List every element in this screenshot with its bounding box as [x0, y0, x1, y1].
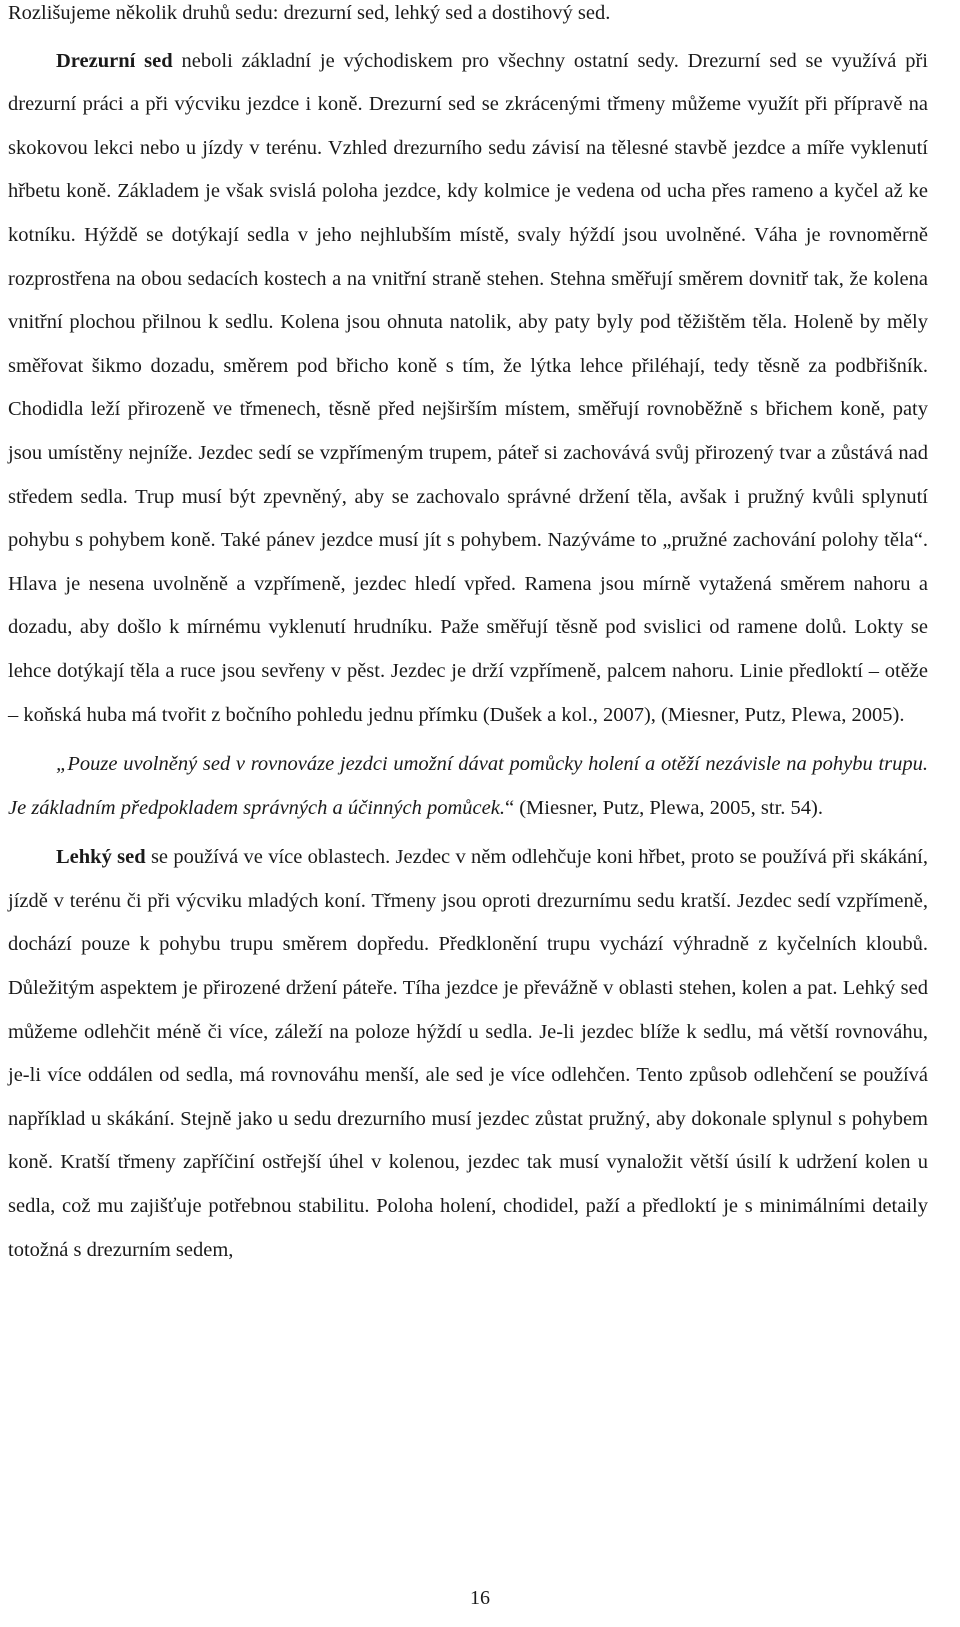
quote-text: „Pouze uvolněný sed v rovnováze jezdci umožní dávat pomůcky holení a otěží nezávisle na pohybu trupu. Je základním předpokladem správných a účinných pomůcek.	[8, 753, 928, 819]
intro-paragraph: Rozlišujeme několik druhů sedu: drezurní sed, lehký sed a dostihový sed.	[8, 2, 611, 24]
quote-paragraph	[8, 743, 928, 830]
light-seat-term: Lehký sed	[56, 846, 146, 869]
quote-citation: “ (Miesner, Putz, Plewa, 2005, str. 54).	[504, 796, 823, 819]
light-seat-text: se používá ve více oblastech. Jezdec v něm odlehčuje koni hřbet, proto se používá při skákání, jízdě v terénu či při výcviku mladých koní. Třmeny jsou oproti drezurnímu sedu kratší. Jezdec sedí vzpřímeně, dochází pouze k pohybu trupu směrem dopředu. Předklonění trupu vychází výhradně z kyčelních kloubů. Důležitým aspektem je přirozené držení páteře. Tíha jezdce je převážně v oblasti stehen, kolen a pat. Lehký sed můžeme odlehčit méně či více, záleží na poloze hýždí u sedla. Je-li jezdec blíže k sedlu, má větší rovnováhu, je-li více oddálen od sedla, má rovnováhu menší, ale sed je více odlehčen. Tento způsob odlehčení se používá například u skákání. Stejně jako u sedu drezurního musí jezdec zůstat pružný, aby dokonale splynul s pohybem koně. Kratší třmeny zapříčiní ostřejší úhel v kolenou, jezdec tak musí vynaložit větší úsilí k udržení kolen u sedla, což mu zajišťuje potřebnou stabilitu. Poloha holení, chodidel, paží a předloktí je s minimálními detaily totožná s drezurním sedem,	[8, 846, 928, 1261]
dressage-seat-term: Drezurní sed	[56, 49, 173, 72]
page-number: 16	[470, 1587, 490, 1609]
dressage-seat-paragraph	[8, 40, 928, 738]
dressage-seat-text: neboli základní je východiskem pro všechny ostatní sedy. Drezurní sed se využívá při drezurní práci a při výcviku jezdce i koně. Drezurní sed se zkrácenými třmeny můžeme využít při přípravě na skokovou lekci nebo u jízdy v terénu. Vzhled drezurního sedu závisí na tělesné stavbě jezdce a míře vyklenutí hřbetu koně. Základem je však svislá poloha jezdce, kdy kolmice je vedena od ucha přes rameno a kyčel až ke kotníku. Hýždě se dotýkají sedla v jeho nejhlubším místě, svaly hýždí jsou uvolněné. Váha je rovnoměrně rozprostřena na obou sedacích kostech a na vnitřní straně stehen. Stehna směřují směrem dovnitř tak, že kolena vnitřní plochou přilnou k sedlu. Kolena jsou ohnuta natolik, aby paty byly pod těžištěm těla. Holeně by měly směřovat šikmo dozadu, směrem pod břicho koně s tím, že lýtka lehce přiléhají, tedy těsně za podbřišník. Chodidla leží přirozeně ve třmenech, těsně před nejširším místem, směřují rovnoběžně s břichem koně, paty jsou umístěny nejníže. Jezdec sedí se vzpřímeným trupem, páteř si zachovává svůj přirozený tvar a zůstává nad středem sedla. Trup musí být zpevněný, aby se zachovalo správné držení těla, avšak i pružný kvůli splynutí pohybu s pohybem koně. Také pánev jezdce musí jít s pohybem. Nazýváme to „pružné zachování polohy těla“. Hlava je nesena uvolněně a vzpřímeně, jezdec hledí vpřed. Ramena jsou mírně vytažená směrem nahoru a dozadu, aby došlo k mírnému vyklenutí hrudníku. Paže směřují těsně pod svislici od ramene dolů. Lokty se lehce dotýkají těla a ruce jsou sevřeny v pěst. Jezdec je drží vzpřímeně, palcem nahoru. Linie předloktí – otěže – koňská huba má tvořit z bočního pohledu jednu přímku (Dušek a kol., 2007), (Miesner, Putz, Plewa, 2005).	[8, 49, 929, 726]
light-seat-paragraph	[8, 836, 928, 1272]
document-page	[8, 0, 928, 1272]
